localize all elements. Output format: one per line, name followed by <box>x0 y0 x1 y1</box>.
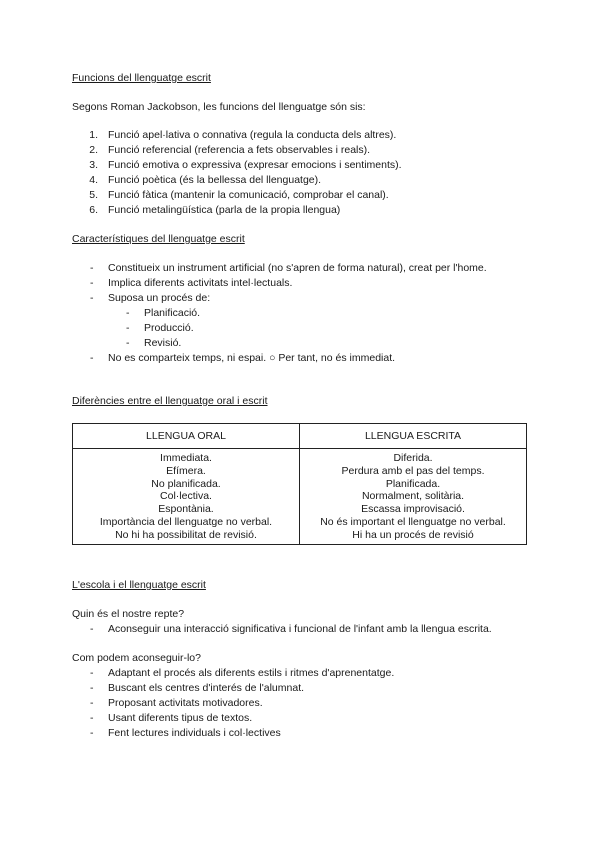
list-item: Proposant activitats motivadores. <box>108 697 263 709</box>
table-cell-line: No hi ha possibilitat de revisió. <box>115 528 257 541</box>
list-number: 3. <box>89 159 98 171</box>
sub-list-item: Producció. <box>144 322 194 334</box>
bullet-dash: - <box>90 623 94 635</box>
bullet-dash: - <box>90 292 94 304</box>
list-number: 1. <box>89 129 98 141</box>
section-title-caracteristiques: Característiques del llenguatge escrit <box>72 233 245 245</box>
table-cell-line: Col·lectiva. <box>160 490 212 503</box>
table-cell-line: Importància del llenguatge no verbal. <box>99 515 273 528</box>
list-item: Funció fàtica (mantenir la comunicació, comprobar el canal). <box>108 189 389 201</box>
question-aconseguir: Com podem aconseguir-lo? <box>72 652 201 664</box>
bullet-dash: - <box>126 307 130 319</box>
table-cell-line: No planificada. <box>151 477 221 490</box>
bullet-dash: - <box>90 697 94 709</box>
list-item: Usant diferents tipus de textos. <box>108 712 253 724</box>
bullet-dash: - <box>126 322 130 334</box>
section-title-diferencies: Diferències entre el llenguatge oral i escrit <box>72 395 268 407</box>
table-cell-oral <box>73 449 300 545</box>
list-number: 4. <box>89 174 98 186</box>
list-item: Implica diferents activitats intel·lectuals. <box>108 277 293 289</box>
bullet-dash: - <box>90 262 94 274</box>
list-item: Suposa un procés de: <box>108 292 211 304</box>
list-item: Constitueix un instrument artificial (no s'apren de forma natural), creat per l'home. <box>108 262 487 274</box>
list-item: Funció poètica (és la bellessa del llenguatge). <box>108 174 322 186</box>
bullet-dash: - <box>126 337 130 349</box>
table-header-row <box>73 424 527 449</box>
list-item: No es comparteix temps, ni espai. ○ Per tant, no és immediat. <box>108 352 396 364</box>
bullet-dash: - <box>90 727 94 739</box>
table-cell-line: Perdura amb el pas del temps. <box>341 464 485 477</box>
table-cell-line: Diferida. <box>393 452 433 464</box>
table-header-oral: LLENGUA ORAL <box>73 424 300 449</box>
sub-list-item: Revisió. <box>144 337 182 349</box>
table-cell-line: Immediata. <box>160 452 212 464</box>
question-repte: Quin és el nostre repte? <box>72 608 185 620</box>
bullet-dash: - <box>90 667 94 679</box>
bullet-dash: - <box>90 712 94 724</box>
table-cell-escrita <box>300 449 527 545</box>
sub-list-item: Planificació. <box>144 307 201 319</box>
list-item: Adaptant el procés als diferents estils i ritmes d'aprenentatge. <box>108 667 395 679</box>
list-item: Funció referencial (referencia a fets observables i reals). <box>108 144 371 156</box>
list-number: 5. <box>89 189 98 201</box>
list-item: Buscant els centres d'interés de l'alumnat. <box>108 682 305 694</box>
table-row <box>73 449 527 545</box>
list-item: Funció metalingüística (parla de la propia llengua) <box>108 204 341 216</box>
list-item: Funció apel·lativa o connativa (regula la conducta dels altres). <box>108 129 397 141</box>
bullet-dash: - <box>90 277 94 289</box>
list-item: Fent lectures individuals i col·lectives <box>108 727 281 739</box>
table-cell-line: No és important el llenguatge no verbal. <box>320 515 506 528</box>
comparison-table <box>72 423 527 545</box>
bullet-dash: - <box>90 682 94 694</box>
list-number: 2. <box>89 144 98 156</box>
table-cell-line: Hi ha un procés de revisió <box>352 528 474 541</box>
table-cell-line: Espontània. <box>158 503 214 516</box>
table-cell-line: Efímera. <box>166 464 206 477</box>
intro-text: Segons Roman Jackobson, les funcions del llenguatge són sis: <box>72 101 366 113</box>
table-cell-line: Normalment, solitària. <box>361 490 465 503</box>
list-item: Aconseguir una interacció significativa i funcional de l'infant amb la llengua escrita. <box>108 623 492 635</box>
bullet-dash: - <box>90 352 94 364</box>
table-cell-line: Escassa improvisació. <box>361 503 465 516</box>
list-number: 6. <box>89 204 98 216</box>
table-cell-line: Planificada. <box>385 477 441 490</box>
section-title-escola: L'escola i el llenguatge escrit <box>72 579 206 591</box>
list-item: Funció emotiva o expressiva (expresar emocions i sentiments). <box>108 159 402 171</box>
section-title-funcions: Funcions del llenguatge escrit <box>72 72 211 84</box>
table-header-escrita: LLENGUA ESCRITA <box>300 424 527 449</box>
